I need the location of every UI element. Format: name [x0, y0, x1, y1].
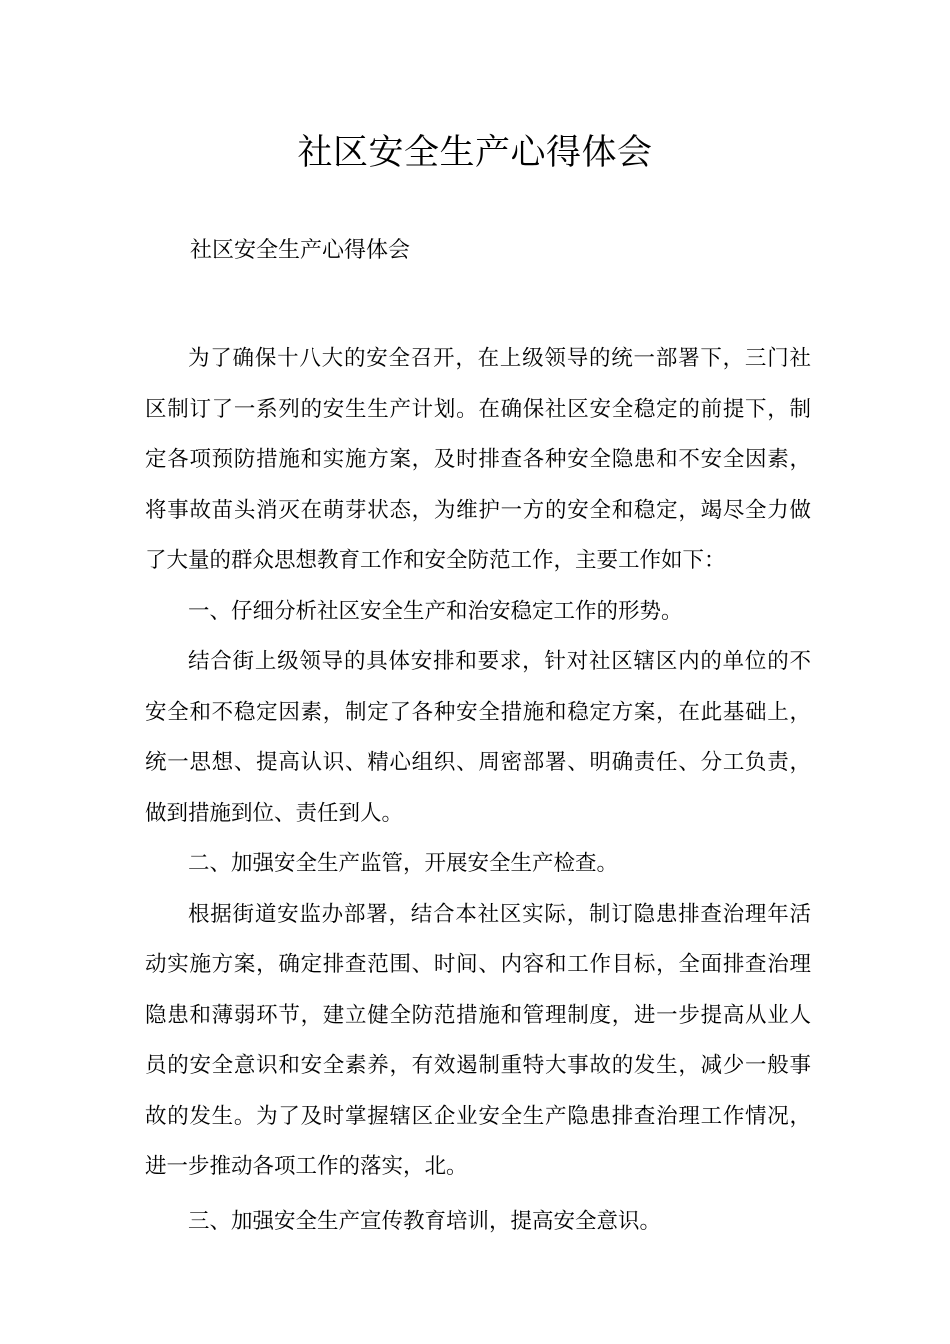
paragraph-intro: 为了确保十八大的安全召开，在上级领导的统一部署下，三门社区制订了一系列的安生生产计划。在确保社区安全稳定的前提下，制定各项预防措施和实施方案，及时排查各种安全隐患和不安全因素，将事故苗头消灭在萌芽状态，为维护一方的安全和稳定，竭尽全力做了大量的群众思想教育工作和安全防范工作，主要工作如下： [145, 346, 811, 573]
section-heading-1: 一、仔细分析社区安全生产和治安稳定工作的形势。 [188, 598, 683, 624]
document-body [145, 334, 811, 1247]
document-title: 社区安全生产心得体会 [297, 133, 653, 173]
paragraph-section-1: 结合街上级领导的具体安排和要求，针对社区辖区内的单位的不安全和不稳定因素，制定了各种安全措施和稳定方案，在此基础上，统一思想、提高认识、精心组织、周密部署、明确责任、分工负责，做到措施到位、责任到人。 [145, 649, 811, 826]
section-heading-3: 三、加强安全生产宣传教育培训，提高安全意识。 [188, 1208, 662, 1234]
document-subtitle: 社区安全生产心得体会 [190, 238, 411, 263]
paragraph-section-2: 根据街道安监办部署，结合本社区实际，制订隐患排查治理年活动实施方案，确定排查范围、时间、内容和工作目标，全面排查治理隐患和薄弱环节，建立健全防范措施和管理制度，进一步提高从业人员的安全意识和安全素养，有效遏制重特大事故的发生，减少一般事故的发生。为了及时掌握辖区企业安全生产隐患排查治理工作情况，进一步推动各项工作的落实，北。 [145, 901, 811, 1179]
section-heading-2: 二、加强安全生产监管，开展安全生产检查。 [188, 851, 619, 876]
